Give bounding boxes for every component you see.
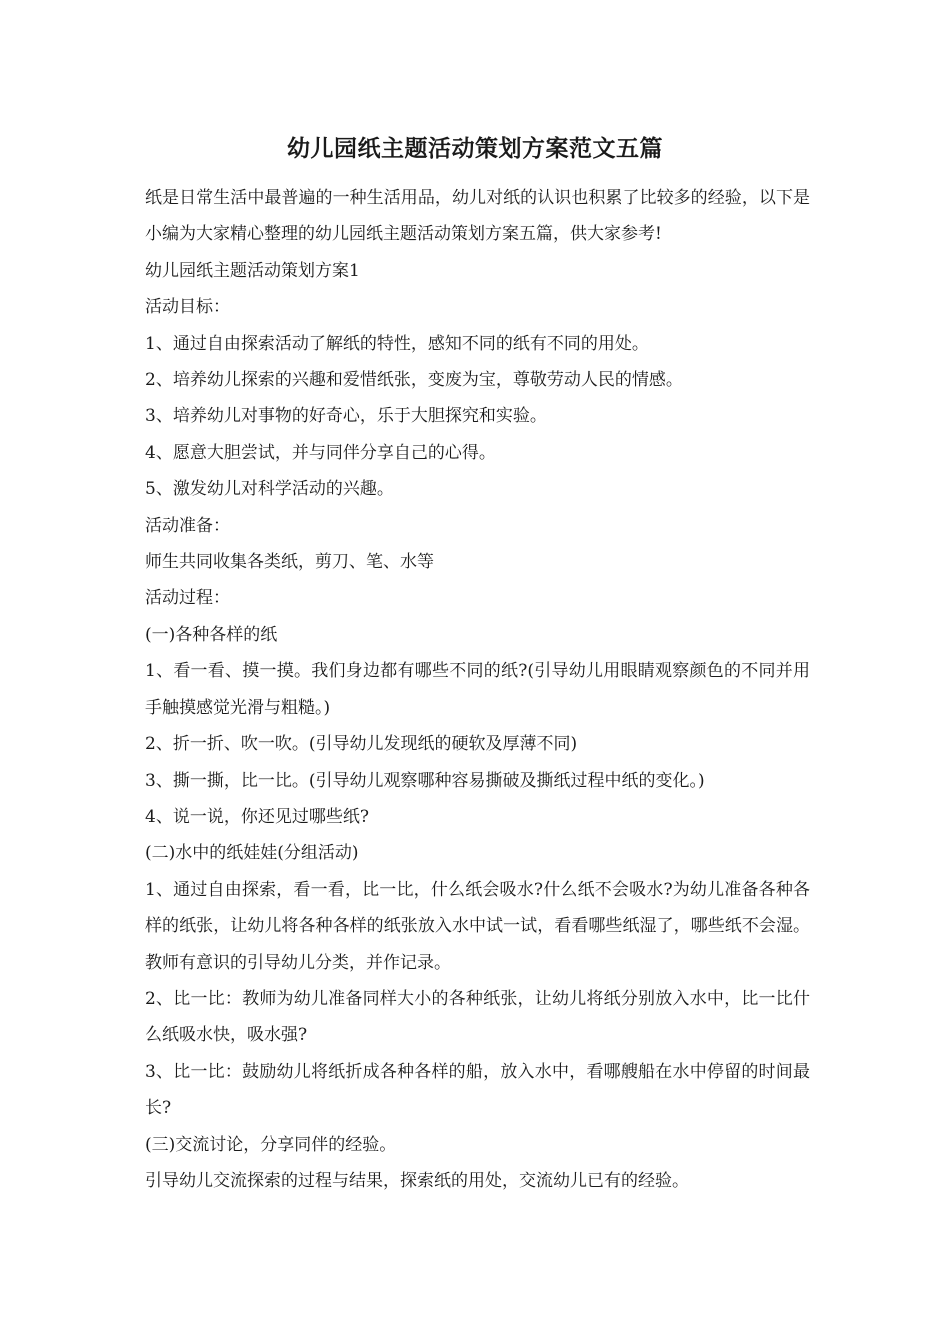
- document-title: 幼儿园纸主题活动策划方案范文五篇: [287, 135, 663, 162]
- intro-paragraph: 纸是日常生活中最普遍的一种生活用品，幼儿对纸的认识也积累了比较多的经验，以下是小编为大家精心整理的幼儿园纸主题活动策划方案五篇，供大家参考!: [145, 188, 810, 245]
- goal-item: 3、培养幼儿对事物的好奇心，乐于大胆探究和实验。: [145, 406, 547, 427]
- process-step: 4、说一说，你还见过哪些纸?: [145, 806, 369, 827]
- goal-item: 4、愿意大胆尝试，并与同伴分享自己的心得。: [145, 442, 496, 463]
- process-step: 2、折一折、吹一吹。(引导幼儿发现纸的硬软及厚薄不同): [145, 734, 578, 755]
- process-step: 2、比一比：教师为幼儿准备同样大小的各种纸张，让幼儿将纸分别放入水中，比一比什么纸吸水快，吸水强?: [145, 988, 810, 1046]
- process-part-heading: (三)交流讨论，分享同伴的经验。: [145, 1134, 397, 1155]
- goal-item: 2、培养幼儿探索的兴趣和爱惜纸张，变废为宝，尊敬劳动人民的情感。: [145, 370, 683, 391]
- subheading-goals: 活动目标：: [145, 297, 230, 318]
- process-step: 3、比一比：鼓励幼儿将纸折成各种各样的船，放入水中，看哪艘船在水中停留的时间最长?: [145, 1061, 810, 1119]
- process-step: 引导幼儿交流探索的过程与结果，探索纸的用处，交流幼儿已有的经验。: [145, 1170, 689, 1191]
- process-part-heading: (一)各种各样的纸: [145, 624, 278, 645]
- process-step: 3、撕一撕，比一比。(引导幼儿观察哪种容易撕破及撕纸过程中纸的变化。): [145, 770, 705, 791]
- subheading-preparation: 活动准备：: [145, 515, 230, 536]
- process-part-heading: (二)水中的纸娃娃(分组活动): [145, 843, 359, 864]
- preparation-text: 师生共同收集各类纸，剪刀、笔、水等: [145, 552, 434, 573]
- process-step: 1、看一看、摸一摸。我们身边都有哪些不同的纸?(引导幼儿用眼睛观察颜色的不同并用手触摸感觉光滑与粗糙。): [145, 661, 810, 718]
- section-heading: 幼儿园纸主题活动策划方案1: [145, 260, 360, 281]
- subheading-process: 活动过程：: [145, 588, 230, 609]
- process-step: 1、通过自由探索，看一看，比一比，什么纸会吸水?什么纸不会吸水?为幼儿准备各种各样的纸张，让幼儿将各种各样的纸张放入水中试一试，看看哪些纸湿了，哪些纸不会湿。教师有意识的引导幼儿分类，并作记录。: [145, 879, 810, 973]
- goal-item: 1、通过自由探索活动了解纸的特性，感知不同的纸有不同的用处。: [145, 333, 649, 354]
- document-body: [145, 180, 810, 1199]
- goal-item: 5、激发幼儿对科学活动的兴趣。: [145, 479, 394, 500]
